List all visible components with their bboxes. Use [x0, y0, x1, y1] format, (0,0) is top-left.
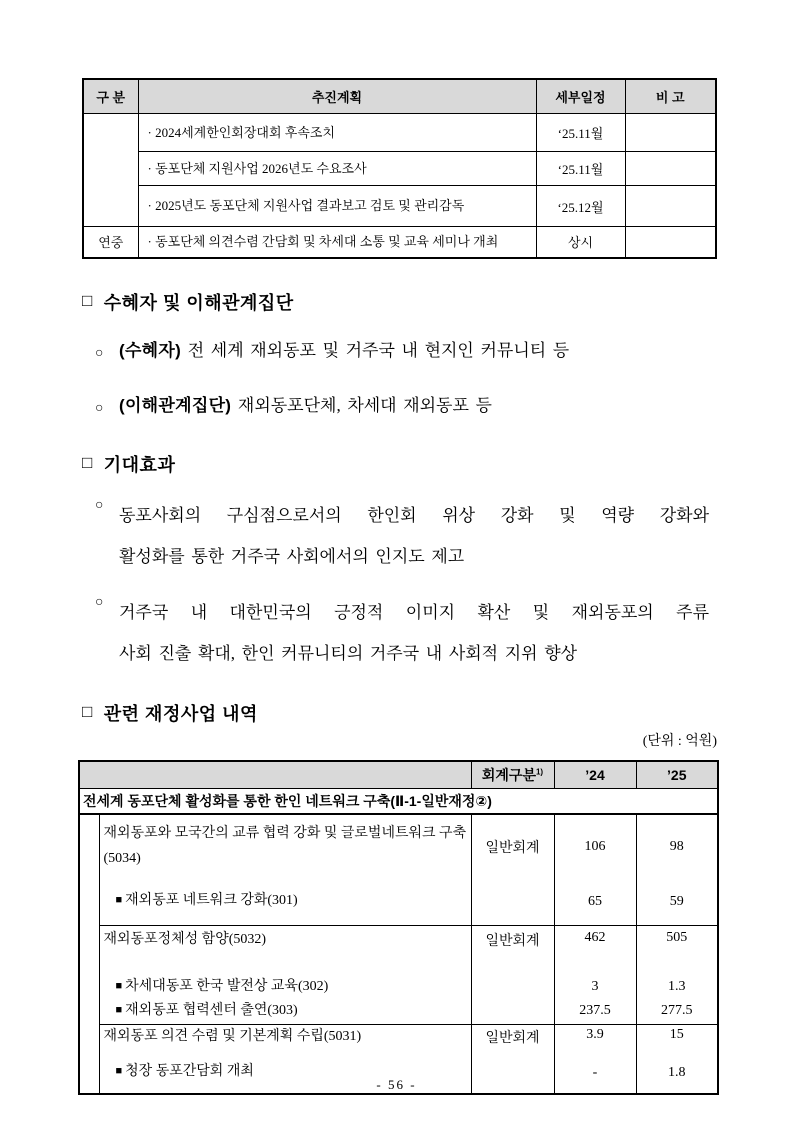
square-bullet-icon: ■	[115, 1065, 123, 1078]
plan-cell: · 2025년도 동포단체 지원사업 결과보고 검토 및 관리감독	[138, 186, 536, 227]
note-cell	[625, 152, 716, 186]
gubun-cell: 연중	[83, 227, 138, 258]
header-account: 회계구분$^{1)}$	[471, 761, 554, 789]
account-cell: 일반회계	[471, 1024, 554, 1053]
table-row	[83, 227, 716, 258]
account-cell	[471, 975, 554, 1000]
indent-gutter-cell	[79, 814, 99, 1094]
list-item-text	[119, 592, 709, 674]
account-cell	[471, 879, 554, 926]
list-item-text	[119, 339, 709, 366]
paragraph-line: 동포사회의 구심점으로서의 한인회 위상 강화 및 역량 강화와	[119, 505, 709, 525]
schedule-cell: ‘25.11월	[536, 114, 625, 152]
section-title-fiscal	[82, 700, 793, 726]
table-row	[83, 186, 716, 227]
y25-value-cell: 505	[636, 925, 718, 975]
list-item	[95, 339, 709, 366]
y24-value-cell: 462	[554, 925, 636, 975]
y24-value-cell: 3	[554, 975, 636, 1000]
circle-bullet-icon: ○	[95, 594, 104, 610]
fiscal-header-row	[79, 761, 718, 789]
fiscal-table	[78, 760, 719, 1095]
table-row	[83, 152, 716, 186]
fiscal-row	[79, 879, 718, 926]
note-cell	[625, 186, 716, 227]
subprogram-name-cell	[99, 999, 471, 1024]
list-item	[95, 592, 709, 674]
circle-bullet-icon: ○	[95, 345, 104, 361]
schedule-cell: 상시	[536, 227, 625, 258]
header-note: 비 고	[625, 79, 716, 114]
note-cell	[625, 227, 716, 258]
header-y24: ’24	[554, 761, 636, 789]
paragraph-line: 사회 진출 확대, 한인 커뮤니티의 거주국 내 사회적 지위 향상	[119, 643, 578, 663]
plan-cell: · 동포단체 지원사업 2026년도 수요조사	[138, 152, 536, 186]
paragraph-line: 거주국 내 대한민국의 긍정적 이미지 확산 및 재외동포의 주류	[119, 602, 709, 622]
square-marker-icon: □	[82, 701, 93, 721]
schedule-header-row	[83, 79, 716, 114]
program-name-cell: 재외동포 의견 수렴 및 기본계획 수립(5031)	[99, 1024, 471, 1053]
program-name-cell: 재외동포와 모국간의 교류 협력 강화 및 글로벌네트워크 구축(5034)	[99, 814, 471, 879]
fiscal-row	[79, 975, 718, 1000]
y24-value-cell: 3.9	[554, 1024, 636, 1053]
square-bullet-icon: ■	[115, 894, 123, 907]
account-cell: 일반회계	[471, 814, 554, 879]
header-schedule: 세부일정	[536, 79, 625, 114]
fiscal-group-row	[79, 788, 718, 814]
list-item	[95, 394, 709, 421]
section-title-text: 관련 재정사업 내역	[103, 703, 258, 724]
account-cell	[471, 999, 554, 1024]
y24-value-cell: 65	[554, 879, 636, 926]
header-gubun: 구 분	[83, 79, 138, 114]
account-cell: 일반회계	[471, 925, 554, 975]
subprogram-name-cell	[99, 879, 471, 926]
schedule-cell: ‘25.11월	[536, 152, 625, 186]
header-empty	[79, 761, 471, 789]
fiscal-row	[79, 814, 718, 879]
fiscal-row	[79, 925, 718, 975]
circle-bullet-icon: ○	[95, 497, 104, 513]
footnote-marker: 1)	[535, 766, 544, 776]
section-title-text: 수혜자 및 이해관계집단	[103, 292, 294, 313]
circle-bullet-icon: ○	[95, 400, 104, 416]
item-text: 전 세계 재외동포 및 거주국 내 현지인 커뮤니티 등	[187, 340, 570, 360]
plan-cell: · 동포단체 의견수렴 간담회 및 차세대 소통 및 교육 세미나 개최	[138, 227, 536, 258]
y25-value-cell: 98	[636, 814, 718, 879]
schedule-cell: ‘25.12월	[536, 186, 625, 227]
y25-value-cell: 1.3	[636, 975, 718, 1000]
gubun-cell-merged	[83, 114, 138, 227]
paragraph-line: 활성화를 통한 거주국 사회에서의 인지도 제고	[119, 546, 465, 566]
list-item	[95, 495, 709, 577]
fiscal-row	[79, 999, 718, 1024]
list-item-text	[119, 495, 709, 577]
y25-value-cell: 15	[636, 1024, 718, 1053]
header-y25: ’25	[636, 761, 718, 789]
square-marker-icon: □	[82, 290, 93, 310]
section-title-beneficiary	[82, 289, 793, 315]
group-title-cell: 전세계 동포단체 활성화를 통한 한인 네트워크 구축(Ⅱ-1-일반재정②)	[79, 788, 718, 814]
list-item-text	[119, 394, 709, 421]
square-marker-icon: □	[82, 452, 93, 472]
section-title-text: 기대효과	[103, 454, 176, 475]
subprogram-name-cell	[99, 975, 471, 1000]
square-bullet-icon: ■	[115, 979, 123, 992]
schedule-table	[82, 78, 717, 259]
y24-value-cell: -	[554, 1053, 636, 1094]
header-plan: 추진계획	[138, 79, 536, 114]
subprogram-text: 청장 동포간담회 개최	[125, 1064, 254, 1080]
subprogram-text: 재외동포 협력센터 출연(303)	[125, 1003, 298, 1018]
subprogram-text: 재외동포 네트워크 강화(301)	[125, 893, 298, 909]
subprogram-text: 차세대동포 한국 발전상 교육(302)	[125, 978, 329, 994]
y24-value-cell: 106	[554, 814, 636, 879]
y24-value-cell: 237.5	[554, 999, 636, 1024]
page-number: - 56 -	[376, 1077, 417, 1092]
plan-cell: · 2024세계한인회장대회 후속조치	[138, 114, 536, 152]
table-row	[83, 114, 716, 152]
y25-value-cell: 1.8	[636, 1053, 718, 1094]
square-bullet-icon: ■	[115, 1004, 123, 1016]
y25-value-cell: 59	[636, 879, 718, 926]
fiscal-row	[79, 1024, 718, 1053]
item-bold-label: (수혜자)	[119, 340, 182, 360]
program-name-cell: 재외동포정체성 함양(5032)	[99, 925, 471, 975]
item-text: 재외동포단체, 차세대 재외동포 등	[237, 395, 492, 415]
item-bold-label: (이해관계집단)	[119, 395, 232, 415]
section-title-expected-effects	[82, 451, 793, 477]
unit-label: (단위 : 억원)	[642, 733, 717, 749]
note-cell	[625, 114, 716, 152]
y25-value-cell: 277.5	[636, 999, 718, 1024]
